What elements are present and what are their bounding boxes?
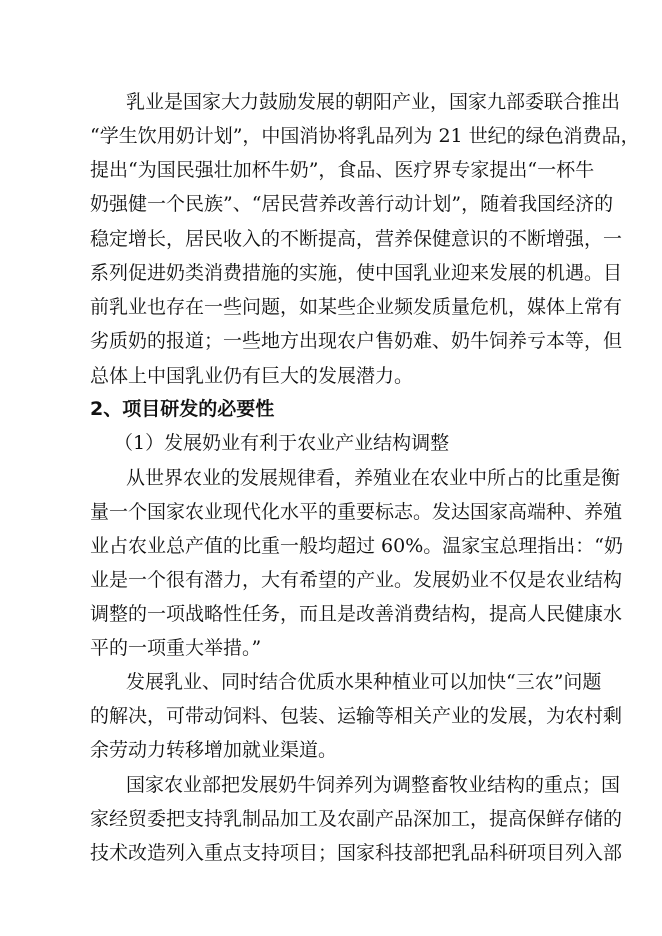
paragraph-3-line-3: 余劳动力转移增加就业渠道。 [90, 739, 338, 761]
paragraph-1-line-2: “学生饮用奶计划”，中国消协将乳品列为 21 世纪的绿色消费品， [90, 125, 640, 147]
paragraph-1-line-8: 劣质奶的报道；一些地方出现农户售奶难、奶牛饲养亏本等，但 [90, 330, 623, 352]
paragraph-1-line-7: 前乳业也存在一些问题，如某些企业频发质量危机，媒体上常有 [90, 296, 623, 318]
section-heading: 2、项目研发的必要性 [90, 398, 275, 420]
paragraph-2-line-3: 业占农业总产值的比重一般均超过 60%。温家宝总理指出：“奶 [90, 535, 623, 557]
paragraph-1-line-9: 总体上中国乳业仍有巨大的发展潜力。 [90, 365, 414, 387]
paragraph-4-line-3: 技术改造列入重点支持项目；国家科技部把乳品科研项目列入部 [90, 842, 623, 864]
paragraph-2-line-2: 量一个国家农业现代化水平的重要标志。发达国家高端种、养殖 [90, 501, 623, 523]
paragraph-3-line-2: 的解决，可带动饲料、包装、运输等相关产业的发展，为农村剩 [90, 705, 623, 727]
paragraph-3-line-1: 发展乳业、同时结合优质水果种植业可以加快“三农”问题 [126, 671, 602, 693]
paragraph-2-line-1: 从世界农业的发展规律看，养殖业在农业中所占的比重是衡 [126, 467, 621, 489]
paragraph-1-line-1: 乳业是国家大力鼓励发展的朝阳产业，国家九部委联合推出 [126, 91, 621, 113]
paragraph-2-line-6: 平的一项重大举措。” [90, 637, 262, 659]
paragraph-1-line-4: 奶强健一个民族”、“居民营养改善行动计划”，随着我国经济的 [90, 193, 614, 215]
paragraph-2-line-5: 调整的一项战略性任务，而且是改善消费结构，提高人民健康水 [90, 603, 623, 625]
paragraph-1-line-3: 提出“为国民强壮加杯牛奶”，食品、医疗界专家提出“一杯牛 [90, 159, 595, 181]
paragraph-4-line-2: 家经贸委把支持乳制品加工及农副产品深加工，提高保鲜存储的 [90, 808, 623, 830]
paragraph-2-line-4: 业是一个很有潜力，大有希望的产业。发展奶业不仅是农业结构 [90, 569, 623, 591]
paragraph-1-line-5: 稳定增长，居民收入的不断提高，营养保健意识的不断增强，一 [90, 228, 623, 250]
paragraph-4-line-1: 国家农业部把发展奶牛饲养列为调整畜牧业结构的重点；国 [126, 774, 621, 796]
subsection-heading: （1）发展奶业有利于农业产业结构调整 [114, 432, 450, 454]
paragraph-1-line-6: 系列促进奶类消费措施的实施，使中国乳业迎来发展的机遇。目 [90, 262, 623, 284]
